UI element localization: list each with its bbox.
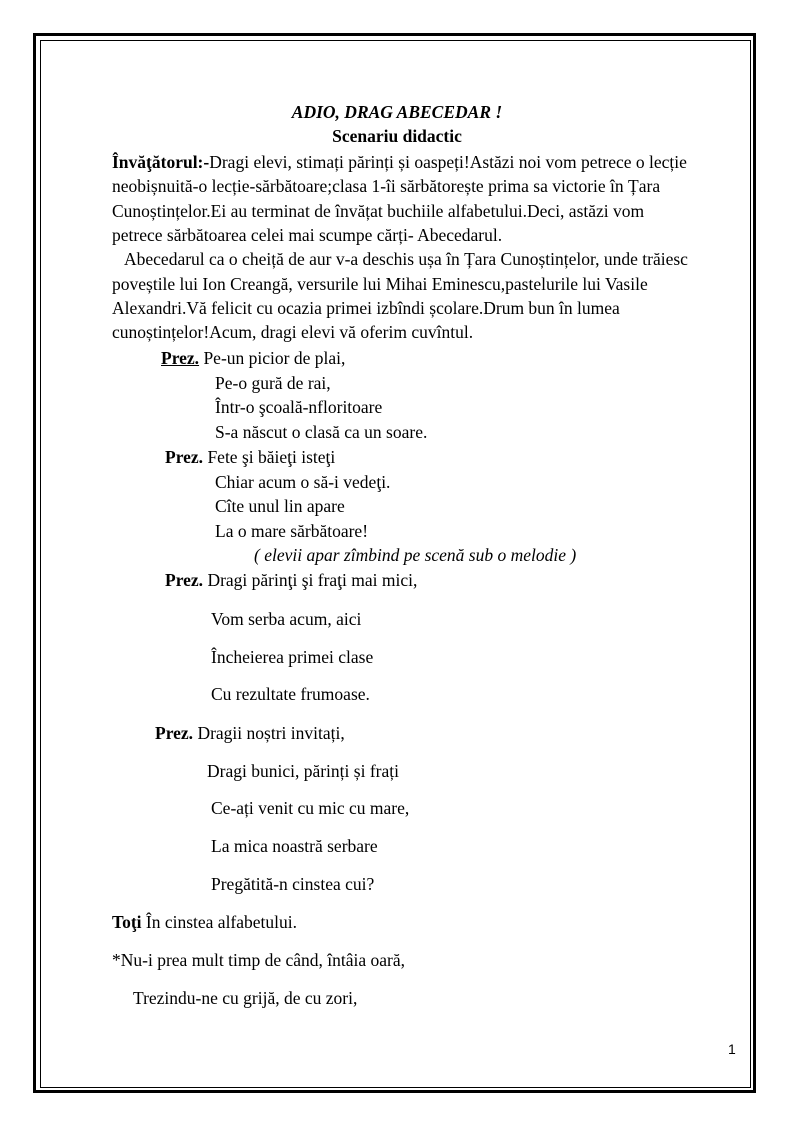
stanza-2-line-2: Chiar acum o să-i vedeţi. [215,472,391,492]
stanza-4-line-2: Dragi bunici, părinți și frați [207,761,399,781]
intro-line-5: Abecedarul ca o cheiță de aur v-a deschis ușa în Țara Cunoștințelor, unde trăiesc [124,249,688,269]
stanza-3-line-4: Cu rezultate frumoase. [211,684,370,704]
stanza-2-line-4: La o mare sărbătoare! [215,521,369,541]
document-title: ADIO, DRAG ABECEDAR ! [291,102,503,122]
intro-line-7: Alexandri.Vă felicit cu ocazia primei izbîndi școlare.Drum bun în lumea [112,298,620,318]
closing-line-1: *Nu-i prea mult timp de când, întâia oară, [112,950,406,970]
toti-speaker: Toţi [112,912,142,932]
intro-line-6: poveștile lui Ion Creangă, versurile lui Mihai Eminescu,pastelurile lui Vasile [112,274,648,294]
document-subtitle: Scenariu didactic [332,126,462,146]
presenter-speaker: Prez. [161,348,200,368]
stage-direction: ( elevii apar zîmbind pe scenă sub o melodie ) [254,545,577,565]
stanza-1-line-4: S-a născut o clasă ca un soare. [215,422,428,442]
stanza-4-line-3: Ce-ați venit cu mic cu mare, [211,798,410,818]
intro-line-3: Cunoștințelor.Ei au terminat de învățat buchiile alfabetului.Deci, astăzi vom [112,201,645,221]
stanza-2-line-3: Cîte unul lin apare [215,496,345,516]
presenter-speaker: Prez. [155,723,194,743]
intro-line-4: petrece sărbătoarea celei mai scumpe cărți- Abecedarul. [112,225,503,245]
intro-line-2: neobișnuită-o lecție-sărbătoare;clasa 1-îi sărbătorește prima sa victorie în Țara [112,176,661,196]
stanza-4-line-5: Pregătită-n cinstea cui? [211,874,375,894]
stanza-2-line-1: Prez. Fete şi băieţi isteţi [165,447,336,467]
intro-line-8: cunoștințelor!Acum, dragi elevi vă oferim cuvîntul. [112,322,474,342]
stanza-1-line-1: Prez. Pe-un picior de plai, [161,348,346,368]
stanza-1-line-3: Într-o şcoală-nfloritoare [215,397,383,417]
intro-line-1: Învăţătorul:-Dragi elevi, stimați părinți și oaspeți!Astăzi noi vom petrece o lecție [112,152,687,172]
stanza-3-line-2: Vom serba acum, aici [211,609,362,629]
presenter-speaker: Prez. [165,570,204,590]
stanza-1-line-2: Pe-o gură de rai, [215,373,331,393]
stanza-4-line-4: La mica noastră serbare [211,836,378,856]
page-number: 1 [728,1041,736,1057]
stanza-4-line-1: Prez. Dragii noștri invitați, [155,723,345,743]
teacher-speaker: Învăţătorul:- [112,152,210,172]
stanza-3-line-1: Prez. Dragi părinţi şi fraţi mai mici, [165,570,418,590]
closing-line-2: Trezindu-ne cu grijă, de cu zori, [133,988,358,1008]
toti-line: Toţi În cinstea alfabetului. [112,912,298,932]
presenter-speaker: Prez. [165,447,204,467]
stanza-3-line-3: Încheierea primei clase [211,647,374,667]
